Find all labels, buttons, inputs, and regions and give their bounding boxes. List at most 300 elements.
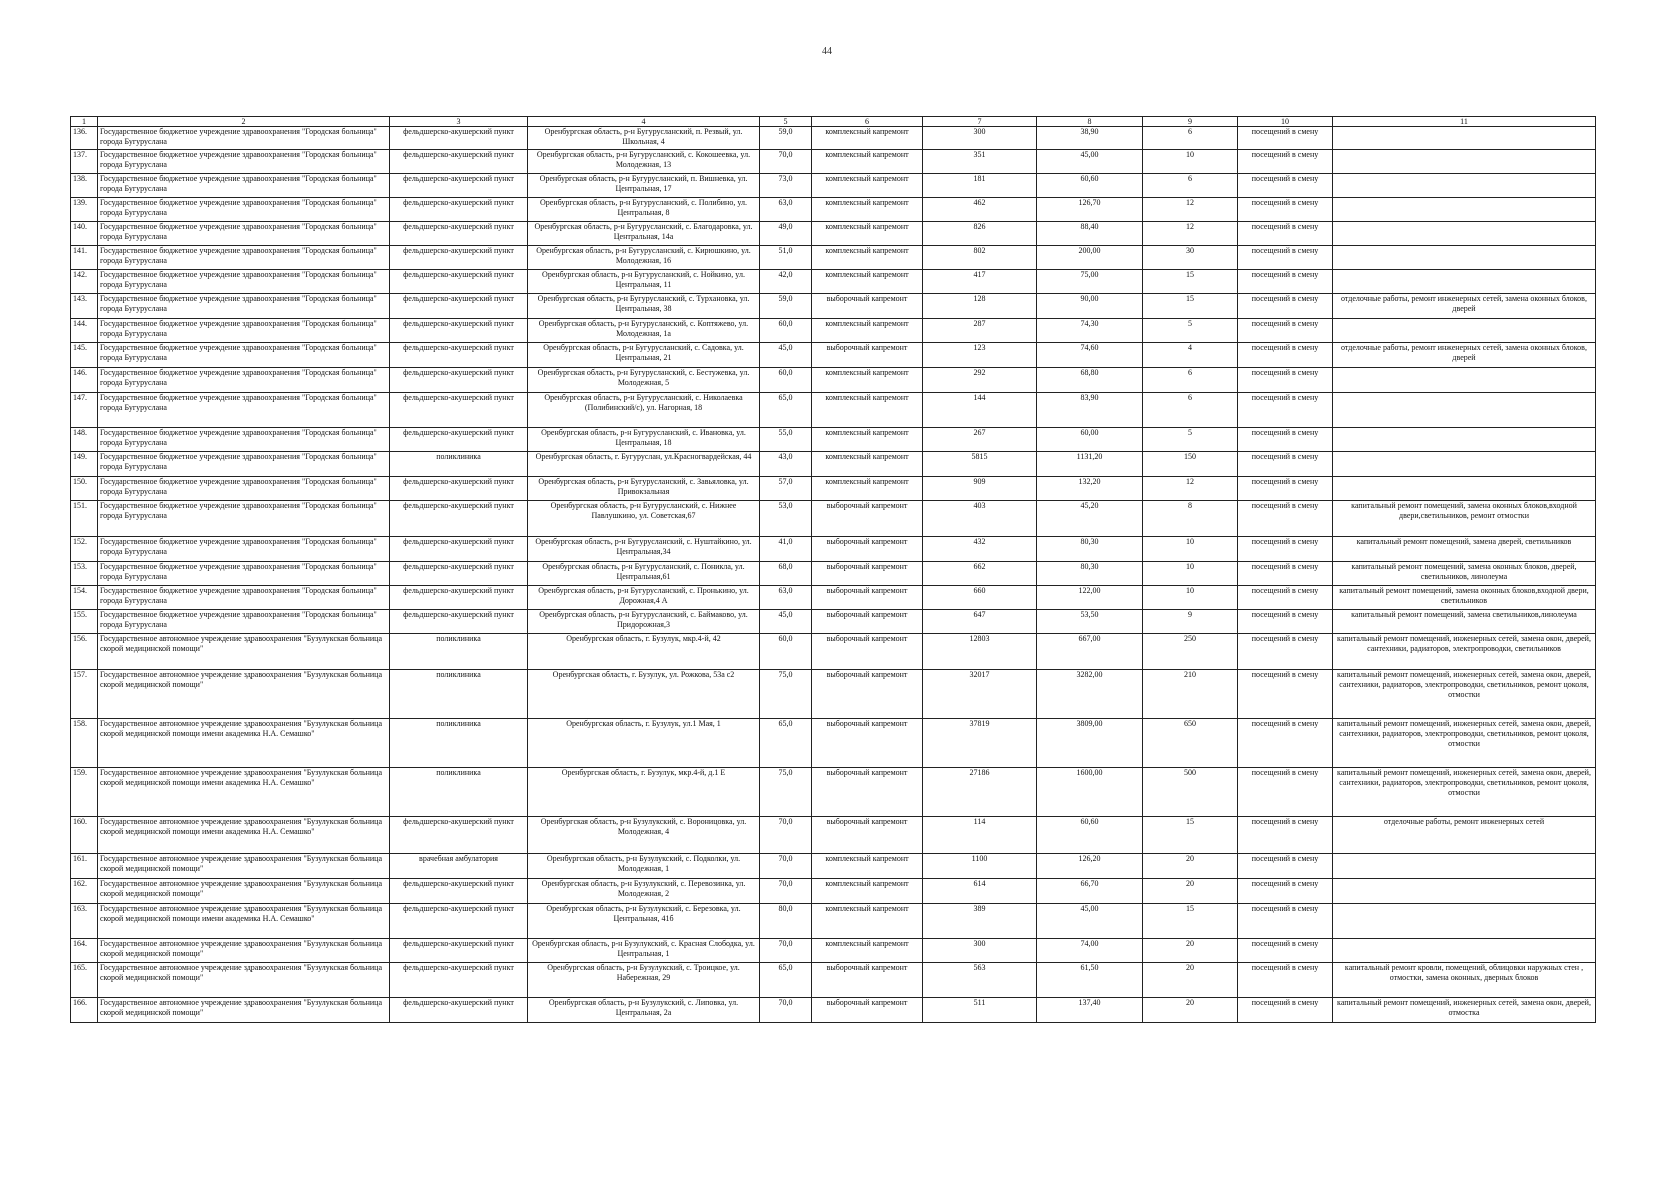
repair-type-text: комплексный капремонт [825,904,909,913]
row-number [71,452,98,477]
col-header: 8 [1037,117,1143,127]
area-value-text: 60,0 [778,634,793,643]
works-description-text: отделочные работы, ремонт инженерных сетей [1383,817,1545,826]
value-col9-text: 9 [1188,610,1192,619]
institution-name-text: Государственное бюджетное учреждение здравоохранения "Городская больница" города Бугуруслана [100,174,377,193]
col-header: 2 [98,117,390,127]
row-number-text: 158. [73,719,87,728]
value-col8-text: 200,00 [1078,246,1101,255]
value-col8 [1037,719,1143,768]
value-col8 [1037,610,1143,634]
address-text: Оренбургская область, р-н Бугурусланский, с. Кокошеевка, ул. Молодежная, 13 [536,150,751,169]
facility-type-text: поликлиника [436,670,481,679]
facility-type [390,670,528,719]
value-col8 [1037,939,1143,963]
institution-name-text: Государственное бюджетное учреждение здравоохранения "Городская больница" города Бугуруслана [100,246,377,265]
institution-name-text: Государственное бюджетное учреждение здравоохранения "Городская больница" города Бугуруслана [100,198,377,217]
row-number-text: 142. [73,270,87,279]
institution-name [98,477,390,501]
works-description [1333,368,1596,393]
unit-col10-text: посещений в смену [1251,319,1319,328]
value-col7 [923,393,1037,428]
unit-col10 [1238,270,1333,294]
row-number-text: 155. [73,610,87,619]
area-value-text: 51,0 [778,246,793,255]
institution-name [98,452,390,477]
unit-col10-text: посещений в смену [1251,150,1319,159]
address [528,319,760,343]
row-number [71,127,98,150]
unit-col10 [1238,319,1333,343]
address-text: Оренбургская область, р-н Бугурусланский, с. Баймаково, ул. Придорожная,3 [539,610,748,629]
capital-repair-table [70,116,1596,1023]
repair-type [812,393,923,428]
facility-type [390,319,528,343]
table-row [71,368,1596,393]
value-col8 [1037,319,1143,343]
address-text: Оренбургская область, г. Бугуруслан, ул.Красногвардейская, 44 [535,452,752,461]
institution-name-text: Государственное бюджетное учреждение здравоохранения "Городская больница" города Бугуруслана [100,294,377,313]
unit-col10-text: посещений в смену [1251,719,1319,728]
value-col7 [923,222,1037,246]
value-col9 [1143,854,1238,879]
table-row [71,634,1596,670]
works-description-text: отделочные работы, ремонт инженерных сетей, замена оконных блоков, дверей [1341,294,1587,313]
repair-type [812,501,923,537]
value-col7-text: 300 [973,939,986,948]
address-text: Оренбургская область, р-н Бугурусланский, с. Ивановка, ул. Центральная, 18 [541,428,746,447]
repair-type-text: выборочный капремонт [826,634,908,643]
value-col8 [1037,393,1143,428]
repair-type-text: выборочный капремонт [826,963,908,972]
table-row [71,452,1596,477]
address-text: Оренбургская область, р-н Бугурусланский, с. Турхановка, ул. Центральная, 38 [537,294,750,313]
col-header: 10 [1238,117,1333,127]
institution-name-text: Государственное бюджетное учреждение здравоохранения "Городская больница" города Бугуруслана [100,270,377,289]
table-row [71,998,1596,1023]
facility-type [390,562,528,586]
facility-type [390,198,528,222]
table-row [71,537,1596,562]
value-col7-text: 614 [973,879,986,888]
facility-type-text: фельдшерско-акушерский пункт [403,270,514,279]
address-text: Оренбургская область, р-н Бугурусланский, с. Коптяжево, ул. Молодежная, 1а [538,319,749,338]
unit-col10-text: посещений в смену [1251,963,1319,972]
works-description [1333,452,1596,477]
area-value [760,368,812,393]
col-header: 6 [812,117,923,127]
repair-type [812,854,923,879]
table-row [71,198,1596,222]
facility-type [390,768,528,817]
row-number [71,998,98,1023]
institution-name [98,246,390,270]
header-row [71,117,1596,127]
value-col7-text: 123 [973,343,986,352]
institution-name [98,670,390,719]
works-description [1333,501,1596,537]
value-col7 [923,150,1037,174]
works-description-text: капитальный ремонт помещений, замена оконных блоков,входной двери, светильников [1339,586,1589,605]
facility-type-text: фельдшерско-акушерский пункт [403,939,514,948]
facility-type [390,368,528,393]
value-col7-text: 432 [973,537,986,546]
unit-col10 [1238,768,1333,817]
repair-type-text: выборочный капремонт [826,501,908,510]
value-col9-text: 20 [1186,939,1194,948]
repair-type [812,343,923,368]
value-col9-text: 6 [1188,393,1192,402]
address-text: Оренбургская область, р-н Бугурусланский, с. Николаевка (Полибинский/с), ул. Нагорная, 18 [544,393,743,412]
row-number [71,537,98,562]
value-col9 [1143,537,1238,562]
unit-col10 [1238,368,1333,393]
address-text: Оренбургская область, р-н Бузулукский, с. Вороницовка, ул. Молодежная, 4 [540,817,747,836]
row-number-text: 145. [73,343,87,352]
value-col9 [1143,222,1238,246]
address-text: Оренбургская область, р-н Бугурусланский, с. Благодаровка, ул. Центральная, 14а [534,222,753,241]
value-col9-text: 12 [1186,222,1194,231]
value-col9 [1143,368,1238,393]
address [528,768,760,817]
institution-name [98,319,390,343]
repair-type-text: выборочный капремонт [826,998,908,1007]
facility-type-text: фельдшерско-акушерский пункт [403,610,514,619]
address [528,998,760,1023]
repair-type-text: комплексный капремонт [825,270,909,279]
address [528,670,760,719]
address [528,817,760,854]
repair-type-text: выборочный капремонт [826,562,908,571]
address-text: Оренбургская область, г. Бузулук, мкр.4-й, 42 [566,634,721,643]
works-description [1333,610,1596,634]
repair-type [812,562,923,586]
table-row [71,319,1596,343]
address [528,537,760,562]
value-col9 [1143,670,1238,719]
area-value [760,222,812,246]
facility-type [390,817,528,854]
institution-name [98,854,390,879]
institution-name [98,719,390,768]
value-col8 [1037,879,1143,904]
area-value [760,854,812,879]
value-col7 [923,634,1037,670]
value-col9-text: 5 [1188,319,1192,328]
row-number [71,501,98,537]
repair-type [812,222,923,246]
area-value [760,904,812,939]
facility-type-text: врачебная амбулатория [419,854,498,863]
value-col9 [1143,198,1238,222]
col-header: 9 [1143,117,1238,127]
value-col9 [1143,719,1238,768]
row-number-text: 141. [73,246,87,255]
area-value-text: 59,0 [778,294,793,303]
address [528,477,760,501]
institution-name-text: Государственное бюджетное учреждение здравоохранения "Городская больница" города Бугуруслана [100,319,377,338]
unit-col10-text: посещений в смену [1251,294,1319,303]
value-col9-text: 210 [1184,670,1196,679]
facility-type [390,537,528,562]
value-col8 [1037,501,1143,537]
value-col7 [923,127,1037,150]
value-col7-text: 403 [973,501,986,510]
works-description [1333,634,1596,670]
institution-name-text: Государственное автономное учреждение здравоохранения "Бузулукская больница скорой медицинской помощи" [100,854,383,873]
row-number [71,854,98,879]
value-col8-text: 667,00 [1078,634,1101,643]
row-number [71,939,98,963]
area-value [760,719,812,768]
institution-name [98,879,390,904]
works-description [1333,670,1596,719]
table-row [71,477,1596,501]
table-row [71,127,1596,150]
unit-col10 [1238,428,1333,452]
unit-col10-text: посещений в смену [1251,634,1319,643]
value-col7 [923,198,1037,222]
value-col9-text: 250 [1184,634,1196,643]
value-col7 [923,294,1037,319]
row-number [71,610,98,634]
value-col7-text: 292 [973,368,986,377]
area-value-text: 80,0 [778,904,793,913]
works-description-text: капитальный ремонт помещений, инженерных сетей, замена окон, дверей, отмостка [1337,998,1591,1017]
area-value [760,319,812,343]
institution-name-text: Государственное бюджетное учреждение здравоохранения "Городская больница" города Бугуруслана [100,501,377,520]
unit-col10 [1238,150,1333,174]
value-col9-text: 15 [1186,294,1194,303]
address-text: Оренбургская область, р-н Бузулукский, с. Подколки, ул. Молодежная, 1 [546,854,741,873]
value-col9-text: 10 [1186,150,1194,159]
table-row [71,854,1596,879]
value-col7-text: 27186 [969,768,990,777]
value-col9 [1143,270,1238,294]
unit-col10-text: посещений в смену [1251,452,1319,461]
value-col9 [1143,939,1238,963]
value-col9-text: 20 [1186,879,1194,888]
value-col8-text: 75,00 [1080,270,1099,279]
value-col8 [1037,198,1143,222]
value-col9-text: 20 [1186,963,1194,972]
address-text: Оренбургская область, р-н Бугурусланский, п. Резвый, ул. Школьная, 4 [544,127,743,146]
table-row [71,562,1596,586]
row-number [71,198,98,222]
unit-col10 [1238,939,1333,963]
facility-type-text: фельдшерско-акушерский пункт [403,246,514,255]
unit-col10-text: посещений в смену [1251,393,1319,402]
works-description-text: отделочные работы, ремонт инженерных сетей, замена оконных блоков, дверей [1341,343,1587,362]
institution-name-text: Государственное бюджетное учреждение здравоохранения "Городская больница" города Бугуруслана [100,393,377,412]
unit-col10 [1238,670,1333,719]
unit-col10 [1238,343,1333,368]
value-col7 [923,174,1037,198]
unit-col10-text: посещений в смену [1251,428,1319,437]
row-number [71,586,98,610]
value-col7-text: 287 [973,319,986,328]
facility-type-text: поликлиника [436,768,481,777]
area-value [760,610,812,634]
unit-col10-text: посещений в смену [1251,501,1319,510]
value-col7-text: 909 [973,477,986,486]
row-number-text: 146. [73,368,87,377]
value-col7-text: 144 [973,393,986,402]
facility-type-text: фельдшерско-акушерский пункт [403,537,514,546]
address-text: Оренбургская область, р-н Бугурусланский, с. Нижнее Павлушкино, ул. Советская,67 [550,501,737,520]
works-description [1333,998,1596,1023]
unit-col10-text: посещений в смену [1251,768,1319,777]
area-value [760,477,812,501]
table-row [71,174,1596,198]
institution-name-text: Государственное автономное учреждение здравоохранения "Бузулукская больница скорой медицинской помощи имени академика Н.А. Семашко" [100,768,383,787]
value-col7-text: 389 [973,904,986,913]
row-number [71,719,98,768]
unit-col10-text: посещений в смену [1251,562,1319,571]
area-value [760,939,812,963]
repair-type-text: выборочный капремонт [826,343,908,352]
area-value [760,537,812,562]
institution-name [98,428,390,452]
value-col7 [923,246,1037,270]
facility-type [390,477,528,501]
value-col9 [1143,127,1238,150]
facility-type-text: фельдшерско-акушерский пункт [403,174,514,183]
works-description [1333,537,1596,562]
address-text: Оренбургская область, р-н Бузулукский, с. Липовка, ул. Центральная, 2а [548,998,739,1017]
institution-name [98,537,390,562]
repair-type-text: выборочный капремонт [826,768,908,777]
unit-col10-text: посещений в смену [1251,127,1319,136]
unit-col10 [1238,246,1333,270]
value-col8 [1037,368,1143,393]
col-header: 4 [528,117,760,127]
unit-col10-text: посещений в смену [1251,343,1319,352]
unit-col10-text: посещений в смену [1251,537,1319,546]
row-number [71,477,98,501]
value-col7 [923,879,1037,904]
value-col9 [1143,150,1238,174]
value-col7 [923,343,1037,368]
area-value [760,963,812,998]
institution-name [98,343,390,368]
unit-col10 [1238,879,1333,904]
value-col9 [1143,319,1238,343]
row-number [71,174,98,198]
area-value-text: 60,0 [778,368,793,377]
facility-type-text: фельдшерско-акушерский пункт [403,904,514,913]
facility-type [390,428,528,452]
row-number-text: 153. [73,562,87,571]
works-description [1333,586,1596,610]
institution-name [98,294,390,319]
value-col8 [1037,817,1143,854]
value-col8-text: 80,30 [1080,537,1099,546]
area-value-text: 41,0 [778,537,793,546]
institution-name [98,610,390,634]
facility-type [390,854,528,879]
value-col8 [1037,904,1143,939]
table-row [71,501,1596,537]
works-description-text: капитальный ремонт помещений, инженерных сетей, замена окон, дверей, сантехники, радиаторов, электропроводки, светильников, ремонт цоколя, отмостки [1337,670,1591,699]
unit-col10 [1238,854,1333,879]
area-value [760,768,812,817]
row-number-text: 149. [73,452,87,461]
repair-type-text: комплексный капремонт [825,174,909,183]
value-col7 [923,670,1037,719]
row-number [71,319,98,343]
institution-name-text: Государственное автономное учреждение здравоохранения "Бузулукская больница скорой медицинской помощи" [100,998,383,1017]
area-value-text: 65,0 [778,963,793,972]
repair-type-text: выборочный капремонт [826,670,908,679]
value-col7 [923,904,1037,939]
repair-type-text: комплексный капремонт [825,150,909,159]
works-description-text: капитальный ремонт помещений, инженерных сетей, замена окон, дверей, сантехники, радиаторов, электропроводки, светильников, ремонт цоколя, отмостки [1337,719,1591,748]
address-text: Оренбургская область, р-н Бугурусланский, с. Бестужевка, ул. Молодежная, 5 [537,368,750,387]
facility-type-text: фельдшерско-акушерский пункт [403,586,514,595]
value-col9 [1143,634,1238,670]
col-header: 1 [71,117,98,127]
row-number-text: 166. [73,998,87,1007]
address [528,879,760,904]
area-value [760,428,812,452]
facility-type-text: фельдшерско-акушерский пункт [403,294,514,303]
value-col8 [1037,127,1143,150]
value-col7 [923,998,1037,1023]
table-row [71,586,1596,610]
table-row [71,393,1596,428]
row-number-text: 143. [73,294,87,303]
institution-name-text: Государственное автономное учреждение здравоохранения "Бузулукская больница скорой медицинской помощи имени академика Н.А. Семашко" [100,904,383,923]
address [528,198,760,222]
value-col8 [1037,998,1143,1023]
value-col8-text: 83,90 [1080,393,1099,402]
repair-type [812,174,923,198]
unit-col10 [1238,501,1333,537]
value-col7-text: 267 [973,428,986,437]
row-number-text: 163. [73,904,87,913]
unit-col10 [1238,562,1333,586]
unit-col10 [1238,904,1333,939]
unit-col10-text: посещений в смену [1251,270,1319,279]
value-col7 [923,270,1037,294]
row-number-text: 154. [73,586,87,595]
value-col7 [923,963,1037,998]
area-value-text: 73,0 [778,174,793,183]
value-col8-text: 137,40 [1078,998,1101,1007]
repair-type-text: комплексный капремонт [825,393,909,402]
value-col8 [1037,270,1143,294]
repair-type [812,198,923,222]
works-description [1333,817,1596,854]
row-number [71,634,98,670]
value-col9 [1143,174,1238,198]
facility-type [390,150,528,174]
value-col7 [923,368,1037,393]
unit-col10 [1238,393,1333,428]
value-col8 [1037,452,1143,477]
unit-col10 [1238,817,1333,854]
unit-col10-text: посещений в смену [1251,854,1319,863]
table-row [71,939,1596,963]
institution-name [98,939,390,963]
repair-type-text: комплексный капремонт [825,477,909,486]
area-value-text: 53,0 [778,501,793,510]
repair-type [812,150,923,174]
works-description [1333,393,1596,428]
value-col7 [923,501,1037,537]
address [528,428,760,452]
